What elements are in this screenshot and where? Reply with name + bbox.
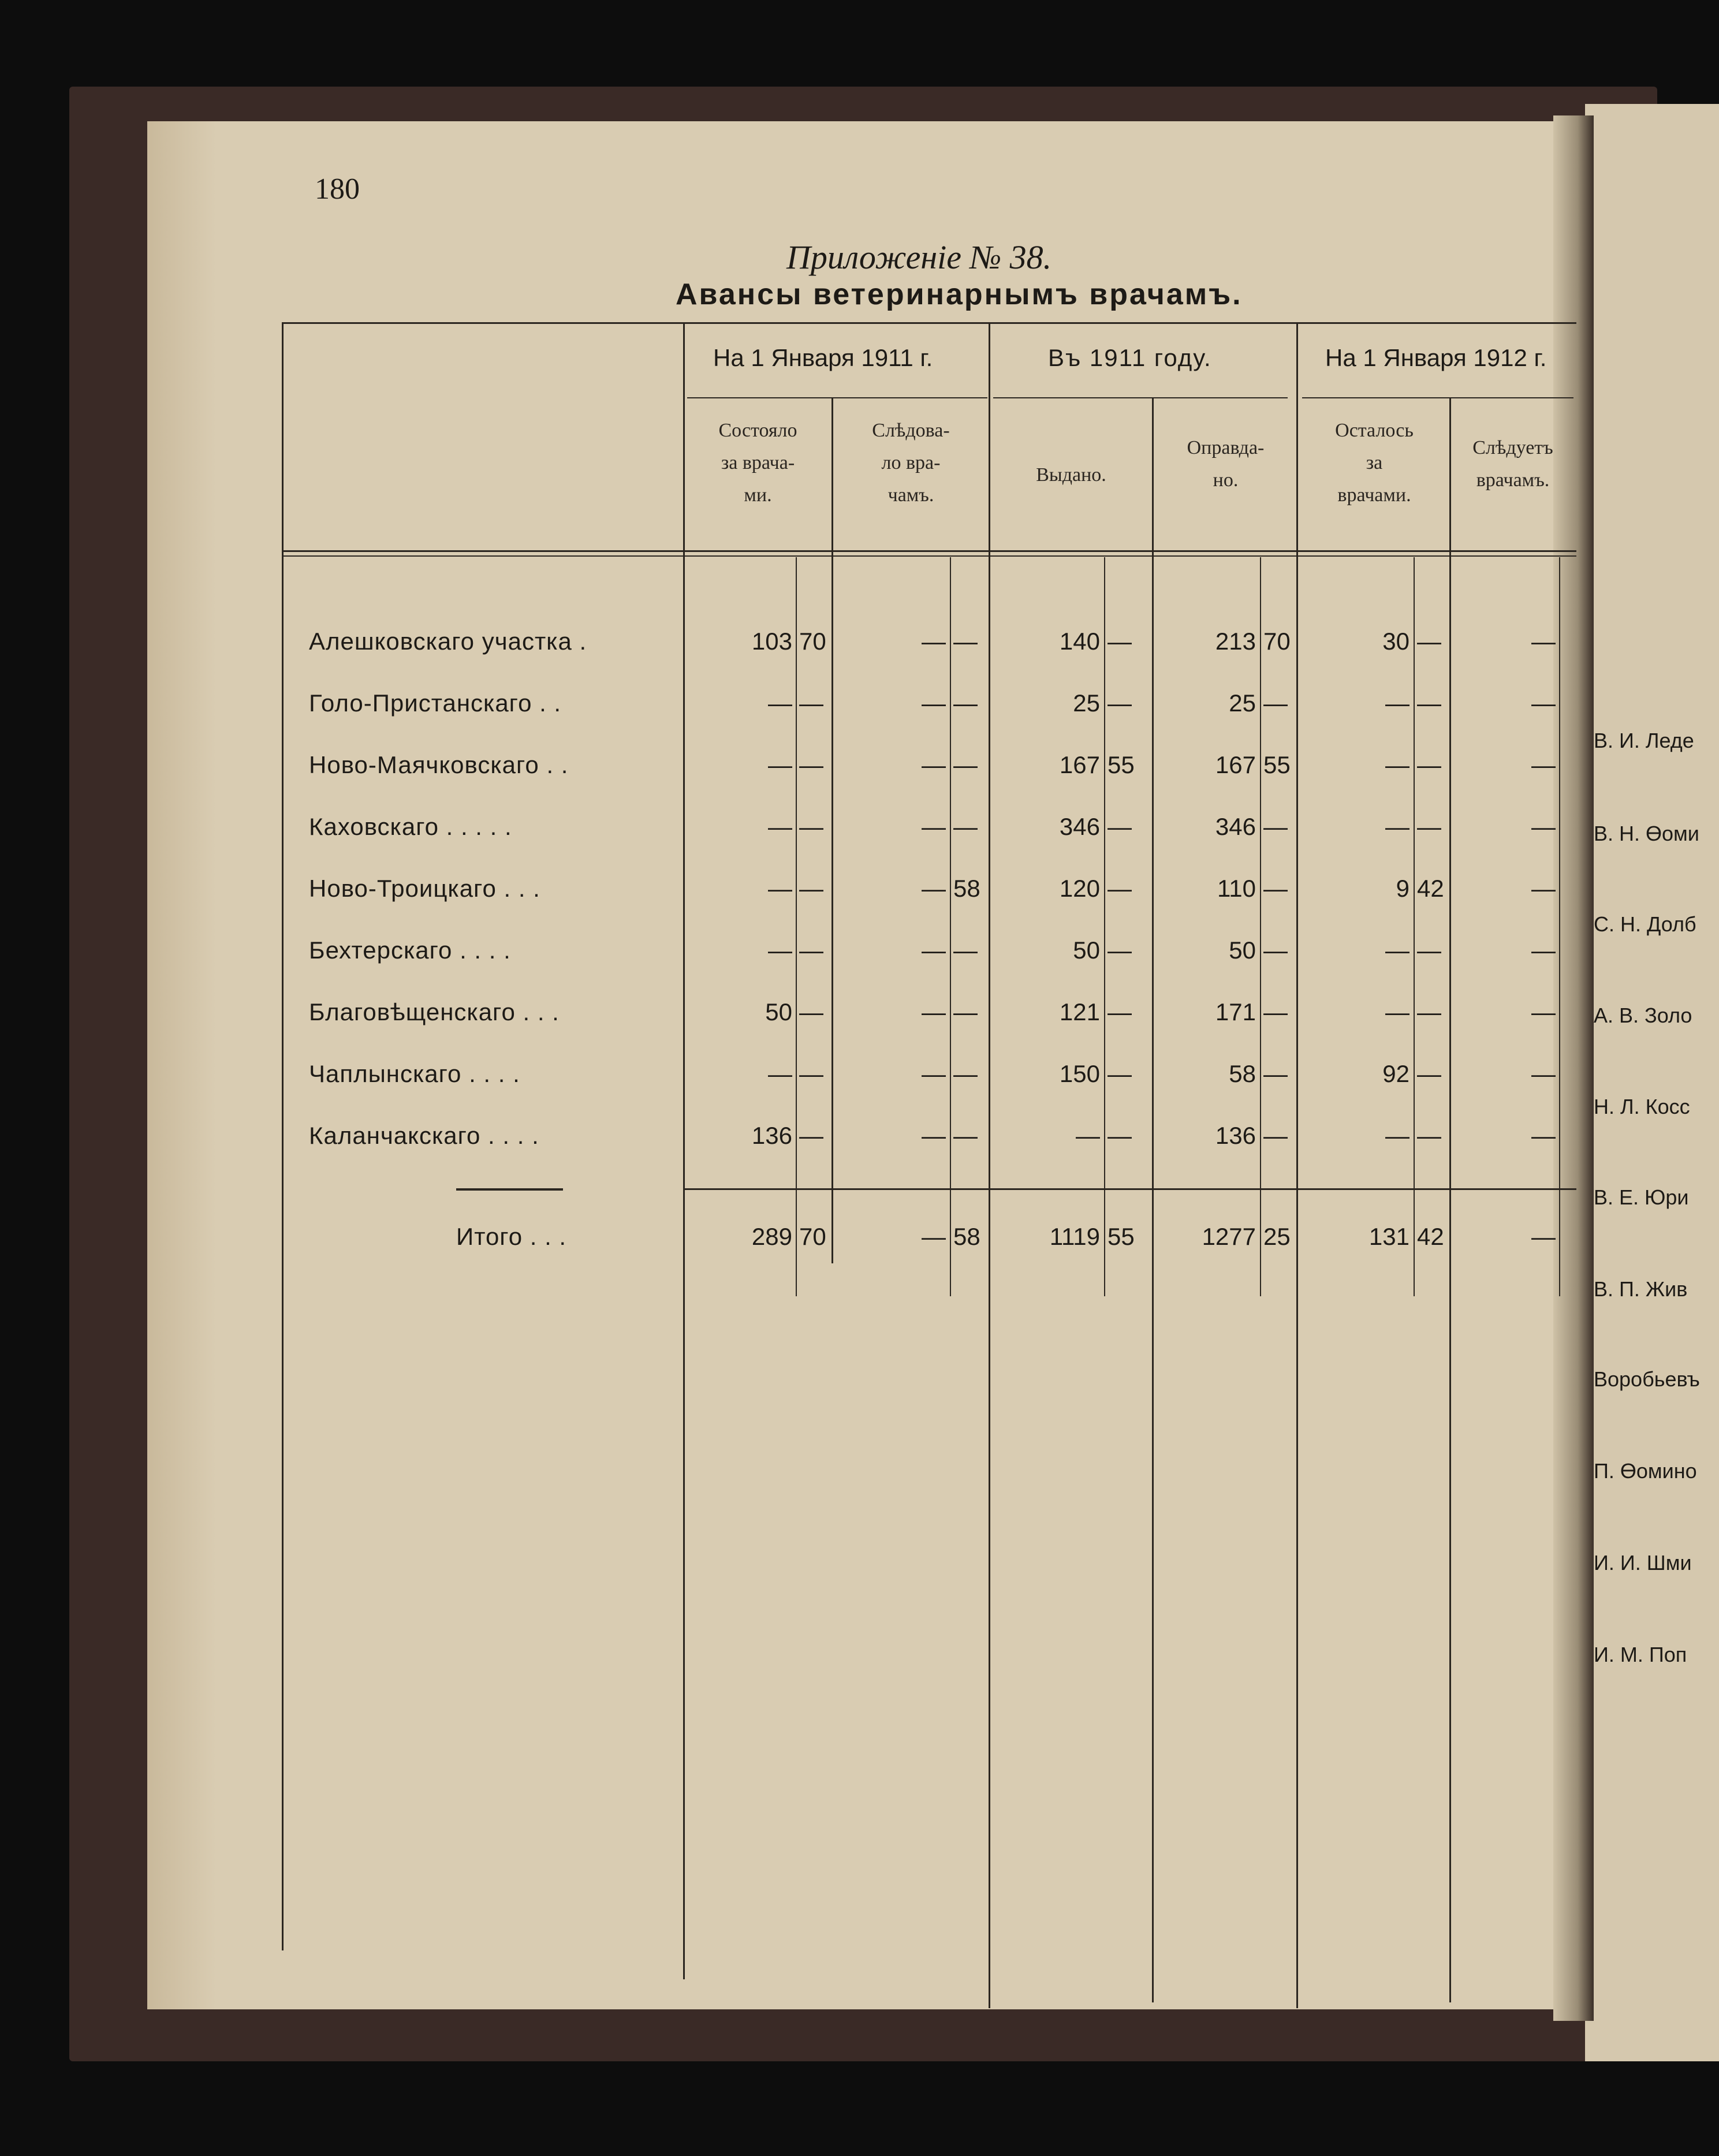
cell-c6-rubles: — bbox=[1531, 628, 1556, 655]
cell-c3-kopecks: — bbox=[1108, 1060, 1132, 1087]
cell-c1-rubles: — bbox=[768, 875, 792, 902]
cell-c2-kopecks: — bbox=[953, 1060, 978, 1087]
col-header-c1-text: Состояло за врача- ми. bbox=[718, 420, 797, 506]
row-label: Голо-Пристанскаго . . bbox=[309, 689, 562, 717]
cell-c4-rubles: 136 bbox=[1215, 1122, 1256, 1149]
cell-c1-kopecks: — bbox=[799, 998, 823, 1025]
cell-c4-rubles: 110 bbox=[1217, 875, 1256, 902]
cell-c1-kopecks: — bbox=[799, 937, 823, 964]
cell-c1-kopecks: — bbox=[799, 1122, 823, 1149]
cell-c5-rubles: — bbox=[1385, 751, 1409, 778]
cell-c5-kopecks: 42 bbox=[1417, 1223, 1444, 1250]
cell-c3-kopecks: — bbox=[1108, 1122, 1132, 1149]
cell-c4-kopecks: 70 bbox=[1263, 628, 1291, 655]
facing-page-name: Воробьевъ bbox=[1594, 1367, 1700, 1391]
cell-c2-kopecks: — bbox=[953, 998, 978, 1025]
total-rule-label bbox=[456, 1188, 563, 1191]
col-header-c4 bbox=[1155, 432, 1296, 497]
cell-c4-rubles: 213 bbox=[1215, 628, 1256, 655]
cell-c1-rubles: — bbox=[768, 813, 792, 840]
cell-c5-kopecks: — bbox=[1417, 628, 1441, 655]
facing-page bbox=[1585, 104, 1719, 2061]
cell-c1-kopecks: 70 bbox=[799, 628, 826, 655]
cell-c1-kopecks: — bbox=[799, 1060, 823, 1087]
cell-c5-rubles: — bbox=[1385, 937, 1409, 964]
cell-c5-rubles: — bbox=[1385, 998, 1409, 1025]
cell-c6-rubles: — bbox=[1531, 875, 1556, 902]
cell-c2-rubles: — bbox=[922, 751, 946, 778]
total-rule bbox=[684, 1188, 1576, 1190]
cell-c2-rubles: — bbox=[922, 628, 946, 655]
facing-page-name: В. Н. Өоми bbox=[1594, 822, 1699, 845]
cell-c5-kopecks: — bbox=[1417, 813, 1441, 840]
cell-c4-kopecks: — bbox=[1263, 813, 1288, 840]
cell-c4-kopecks: 25 bbox=[1263, 1223, 1291, 1250]
cell-c3-rubles: 120 bbox=[1059, 875, 1100, 902]
cell-c5-rubles: 9 bbox=[1396, 875, 1409, 902]
cell-c5-kopecks: — bbox=[1417, 689, 1441, 717]
cell-c3-kopecks: — bbox=[1108, 998, 1132, 1025]
cell-c6-rubles: — bbox=[1531, 1122, 1556, 1149]
cell-c5-kopecks: — bbox=[1417, 1122, 1441, 1149]
cell-c2-kopecks: 58 bbox=[953, 1223, 980, 1250]
cell-c3-rubles: 50 bbox=[1073, 937, 1100, 964]
cell-c6-rubles: — bbox=[1531, 751, 1556, 778]
table-top-rule bbox=[283, 322, 1576, 324]
cell-c4-kopecks: — bbox=[1263, 689, 1288, 717]
cell-c1-rubles: 103 bbox=[751, 628, 792, 655]
facing-page-name: И. М. Поп bbox=[1594, 1643, 1687, 1666]
cell-c2-kopecks: 58 bbox=[953, 875, 980, 902]
table-left-border bbox=[282, 322, 284, 1950]
appendix-title: Приложенiе № 38. bbox=[786, 238, 1052, 276]
cell-c2-rubles: — bbox=[922, 998, 946, 1025]
row-label: Бехтерскаго . . . . bbox=[309, 937, 511, 964]
cell-c5-kopecks: — bbox=[1417, 1060, 1441, 1087]
total-label: Итого . . . bbox=[456, 1223, 567, 1250]
col-header-c5 bbox=[1299, 415, 1449, 512]
cell-c4-kopecks: — bbox=[1263, 998, 1288, 1025]
row-label: Алешковскаго участка . bbox=[309, 628, 587, 655]
col-header-c4-text: Оправда- но. bbox=[1187, 437, 1265, 491]
col-header-c1 bbox=[687, 415, 829, 512]
cell-c5-kopecks: — bbox=[1417, 937, 1441, 964]
facing-page-name: В. И. Леде bbox=[1594, 729, 1694, 752]
facing-page-name: П. Өомино bbox=[1594, 1459, 1697, 1483]
cell-c1-rubles: 136 bbox=[751, 1122, 792, 1149]
cell-c5-rubles: — bbox=[1385, 1122, 1409, 1149]
cell-c3-rubles: 1119 bbox=[1049, 1223, 1100, 1250]
cell-c6-rubles: — bbox=[1531, 1060, 1556, 1087]
row-label: Ново-Маячковскаго . . bbox=[309, 751, 569, 778]
kop-divider-4 bbox=[1260, 557, 1261, 1296]
cell-c1-rubles: 289 bbox=[751, 1223, 792, 1250]
page-edge-shade bbox=[147, 121, 217, 2009]
cell-c4-kopecks: — bbox=[1263, 875, 1288, 902]
facing-page-name: В. П. Жив bbox=[1594, 1277, 1688, 1301]
cell-c3-kopecks: — bbox=[1108, 813, 1132, 840]
col-header-c2-text: Слѣдова- ло вра- чамъ. bbox=[872, 420, 950, 506]
row-label: Каховскаго . . . . . bbox=[309, 813, 512, 840]
cell-c3-rubles: 346 bbox=[1059, 813, 1100, 840]
group-rule-left bbox=[687, 397, 987, 398]
group-header-jan1911: На 1 Января 1911 г. bbox=[713, 344, 933, 371]
group-rule-right bbox=[1302, 397, 1573, 398]
col-header-c6 bbox=[1452, 432, 1573, 497]
cell-c1-kopecks: — bbox=[799, 813, 823, 840]
col-header-c6-text: Слѣдуетъ врачамъ. bbox=[1472, 437, 1553, 491]
cell-c4-rubles: 50 bbox=[1229, 937, 1256, 964]
cell-c3-kopecks: — bbox=[1108, 689, 1132, 717]
col-header-c5-text: Осталось за врачами. bbox=[1335, 420, 1414, 506]
cell-c3-rubles: 121 bbox=[1059, 998, 1100, 1025]
kop-divider-2 bbox=[950, 557, 951, 1296]
cell-c1-rubles: — bbox=[768, 689, 792, 717]
cell-c6-rubles: — bbox=[1531, 689, 1556, 717]
cell-c1-kopecks: — bbox=[799, 875, 823, 902]
group-header-jan1912: На 1 Января 1912 г. bbox=[1325, 344, 1547, 371]
col-header-c3-text: Выдано. bbox=[1036, 464, 1106, 486]
cell-c2-kopecks: — bbox=[953, 689, 978, 717]
cell-c4-rubles: 346 bbox=[1215, 813, 1256, 840]
cell-c6-rubles: — bbox=[1531, 937, 1556, 964]
kop-divider-3 bbox=[1104, 557, 1105, 1296]
cell-c1-kopecks: 70 bbox=[799, 1223, 826, 1250]
cell-c3-kopecks: — bbox=[1108, 937, 1132, 964]
cell-c3-rubles: 150 bbox=[1059, 1060, 1100, 1087]
facing-page-name: В. Е. Юри bbox=[1594, 1185, 1689, 1209]
facing-page-name: И. И. Шми bbox=[1594, 1551, 1692, 1575]
table-title: Авансы ветеринарнымъ врачамъ. bbox=[676, 278, 1243, 311]
cell-c2-kopecks: — bbox=[953, 937, 978, 964]
cell-c3-kopecks: 55 bbox=[1108, 751, 1135, 778]
group-divider-1 bbox=[989, 322, 990, 2008]
cell-c2-kopecks: — bbox=[953, 628, 978, 655]
cell-c5-kopecks: 42 bbox=[1417, 875, 1444, 902]
facing-page-name: А. В. Золо bbox=[1594, 1004, 1692, 1027]
cell-c2-rubles: — bbox=[922, 1122, 946, 1149]
group-header-in1911: Въ 1911 году. bbox=[1048, 344, 1212, 371]
group-rule-mid bbox=[993, 397, 1288, 398]
kop-divider-1 bbox=[796, 557, 797, 1296]
cell-c1-rubles: — bbox=[768, 1060, 792, 1087]
cell-c4-rubles: 167 bbox=[1215, 751, 1256, 778]
cell-c6-rubles: — bbox=[1531, 813, 1556, 840]
cell-c2-rubles: — bbox=[922, 1060, 946, 1087]
cell-c2-rubles: — bbox=[922, 689, 946, 717]
row-label: Чаплынскаго . . . . bbox=[309, 1060, 520, 1087]
col-header-c2 bbox=[834, 415, 987, 512]
label-divider bbox=[683, 322, 685, 1979]
cell-c5-rubles: — bbox=[1385, 813, 1409, 840]
cell-c4-rubles: 1277 bbox=[1202, 1223, 1256, 1250]
cell-c1-kopecks: — bbox=[799, 689, 823, 717]
cell-c2-rubles: — bbox=[922, 813, 946, 840]
cell-c2-rubles: — bbox=[922, 875, 946, 902]
cell-c4-kopecks: — bbox=[1263, 1122, 1288, 1149]
cell-c3-kopecks: 55 bbox=[1108, 1223, 1135, 1250]
cell-c5-kopecks: — bbox=[1417, 998, 1441, 1025]
facing-page-name: Н. Л. Косс bbox=[1594, 1095, 1690, 1118]
cell-c6-rubles: — bbox=[1531, 998, 1556, 1025]
cell-c1-rubles: 50 bbox=[765, 998, 792, 1025]
cell-c1-rubles: — bbox=[768, 937, 792, 964]
cell-c6-rubles: — bbox=[1531, 1223, 1556, 1250]
cell-c3-rubles: 140 bbox=[1059, 628, 1100, 655]
cell-c1-rubles: — bbox=[768, 751, 792, 778]
cell-c5-rubles: — bbox=[1385, 689, 1409, 717]
cell-c3-kopecks: — bbox=[1108, 628, 1132, 655]
cell-c3-rubles: 25 bbox=[1073, 689, 1100, 717]
kop-divider-6 bbox=[1559, 557, 1560, 1296]
cell-c2-kopecks: — bbox=[953, 1122, 978, 1149]
cell-c2-rubles: — bbox=[922, 937, 946, 964]
facing-page-name: С. Н. Долб bbox=[1594, 912, 1696, 936]
cell-c4-kopecks: 55 bbox=[1263, 751, 1291, 778]
cell-c2-rubles: — bbox=[922, 1223, 946, 1250]
header-bottom-rule-2 bbox=[283, 555, 1576, 557]
cell-c2-kopecks: — bbox=[953, 813, 978, 840]
cell-c5-rubles: 131 bbox=[1369, 1223, 1409, 1250]
cell-c5-rubles: 92 bbox=[1382, 1060, 1409, 1087]
cell-c3-rubles: — bbox=[1076, 1122, 1100, 1149]
cell-c4-kopecks: — bbox=[1263, 1060, 1288, 1087]
cell-c1-kopecks: — bbox=[799, 751, 823, 778]
row-label: Каланчакскаго . . . . bbox=[309, 1122, 539, 1149]
cell-c3-rubles: 167 bbox=[1059, 751, 1100, 778]
page-number: 180 bbox=[315, 173, 360, 206]
cell-c5-rubles: 30 bbox=[1382, 628, 1409, 655]
row-label: Благовѣщенскаго . . . bbox=[309, 998, 560, 1025]
row-label: Ново-Троицкаго . . . bbox=[309, 875, 540, 902]
cell-c2-kopecks: — bbox=[953, 751, 978, 778]
cell-c4-kopecks: — bbox=[1263, 937, 1288, 964]
kop-divider-5 bbox=[1414, 557, 1415, 1296]
cell-c3-kopecks: — bbox=[1108, 875, 1132, 902]
col-header-c3 bbox=[990, 459, 1152, 491]
cell-c4-rubles: 25 bbox=[1229, 689, 1256, 717]
cell-c4-rubles: 171 bbox=[1215, 998, 1256, 1025]
header-bottom-rule bbox=[283, 550, 1576, 552]
cell-c4-rubles: 58 bbox=[1229, 1060, 1256, 1087]
group-divider-2 bbox=[1296, 322, 1298, 2008]
cell-c5-kopecks: — bbox=[1417, 751, 1441, 778]
